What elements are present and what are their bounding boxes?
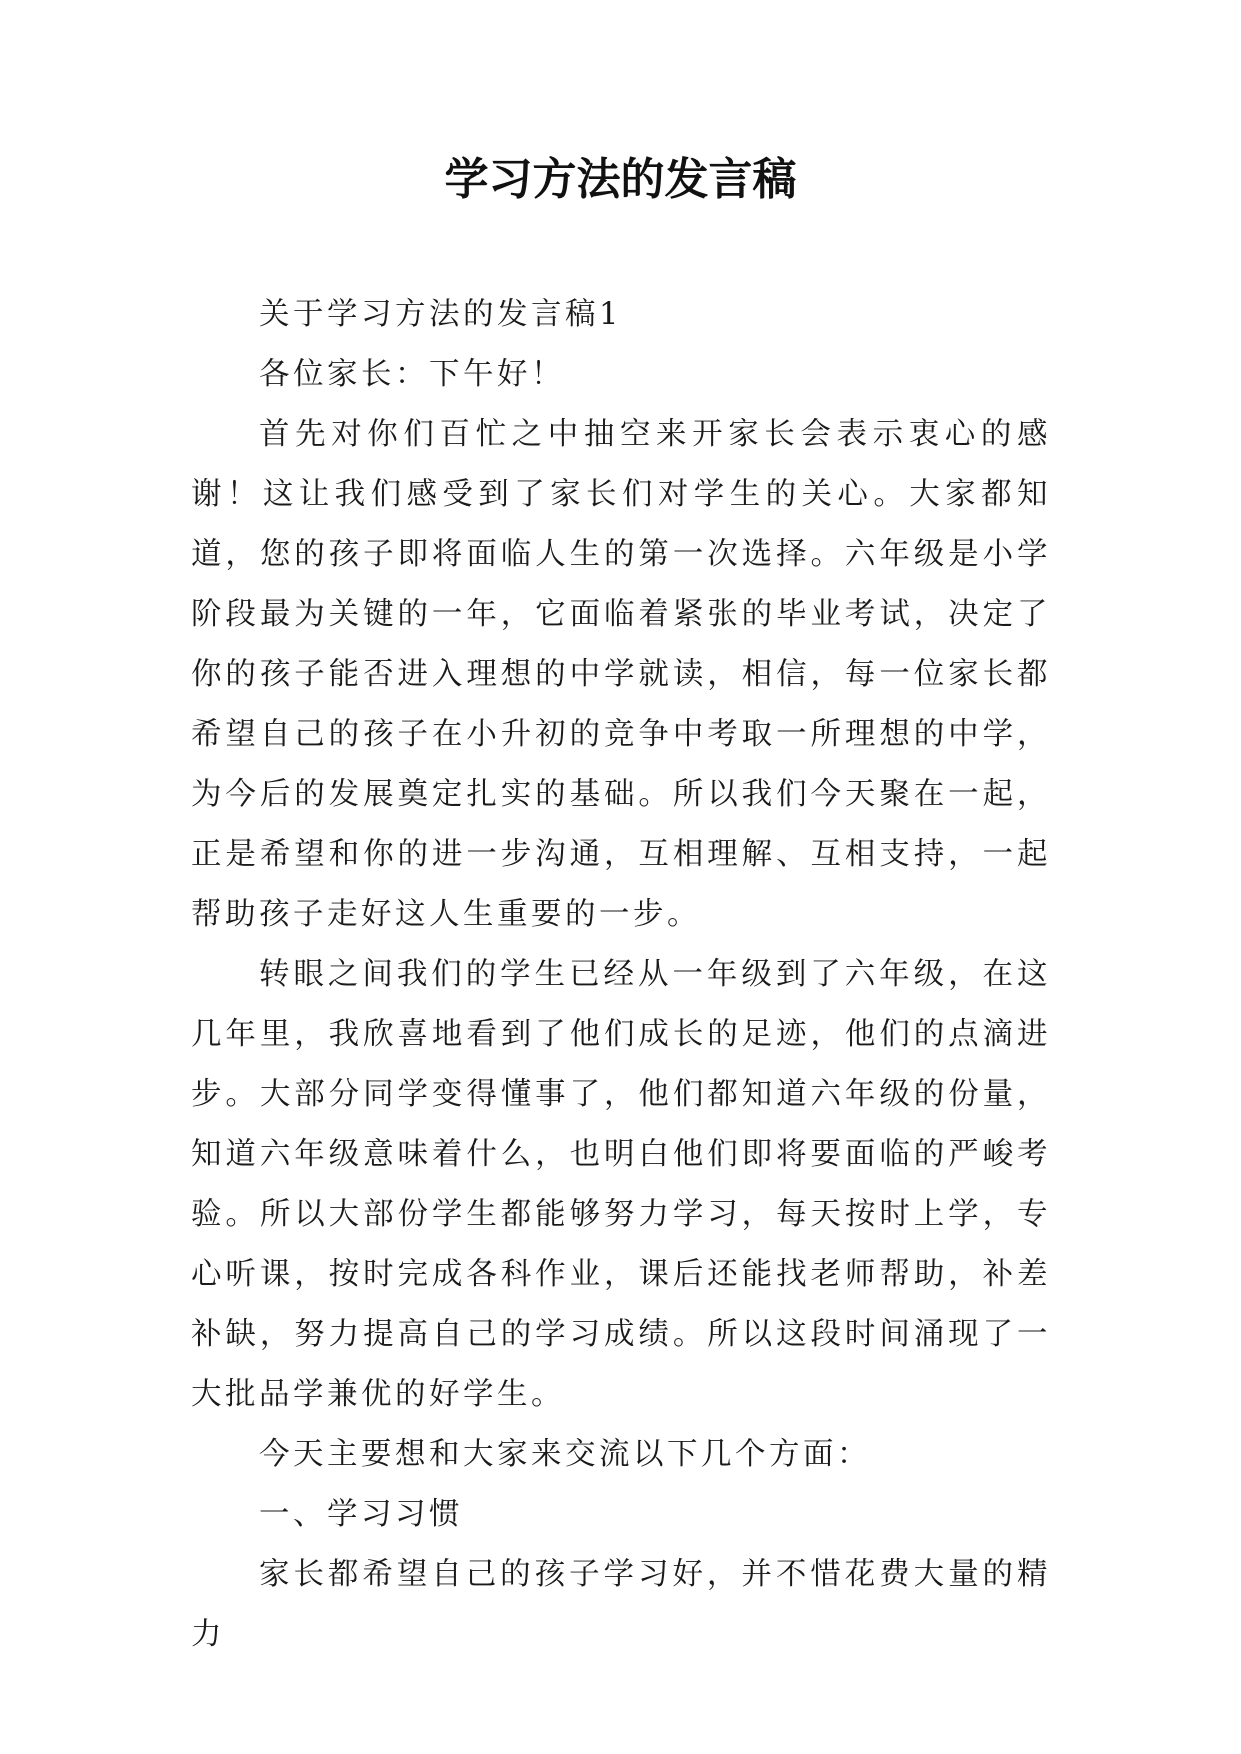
document-body (191, 285, 1051, 1665)
paragraph-thanks: 首先对你们百忙之中抽空来开家长会表示衷心的感谢！这让我们感受到了家长们对学生的关心。大家都知道，您的孩子即将面临人生的第一次选择。六年级是小学阶段最为关键的一年，它面临着紧张的毕业考试，决定了你的孩子能否进入理想的中学就读，相信，每一位家长都希望自己的孩子在小升初的竞争中考取一所理想的中学，为今后的发展奠定扎实的基础。所以我们今天聚在一起，正是希望和你的进一步沟通，互相理解、互相支持，一起帮助孩子走好这人生重要的一步。 (191, 417, 1051, 932)
document-title: 学习方法的发言稿 (444, 154, 797, 205)
paragraph-heading: 关于学习方法的发言稿1 (259, 297, 622, 332)
paragraph-greeting: 各位家长：下午好！ (259, 357, 565, 392)
paragraph-topics-intro: 今天主要想和大家来交流以下几个方面： (259, 1437, 871, 1472)
paragraph-study-habits: 家长都希望自己的孩子学习好，并不惜花费大量的精力 (191, 1557, 1051, 1652)
paragraph-progress: 转眼之间我们的学生已经从一年级到了六年级，在这几年里，我欣喜地看到了他们成长的足迹，他们的点滴进步。大部分同学变得懂事了，他们都知道六年级的份量，知道六年级意味着什么，也明白他们即将要面临的严峻考验。所以大部份学生都能够努力学习，每天按时上学，专心听课，按时完成各科作业，课后还能找老师帮助，补差补缺，努力提高自己的学习成绩。所以这段时间涌现了一大批品学兼优的好学生。 (191, 957, 1051, 1412)
section-heading-study-habits: 一、学习习惯 (259, 1497, 463, 1532)
